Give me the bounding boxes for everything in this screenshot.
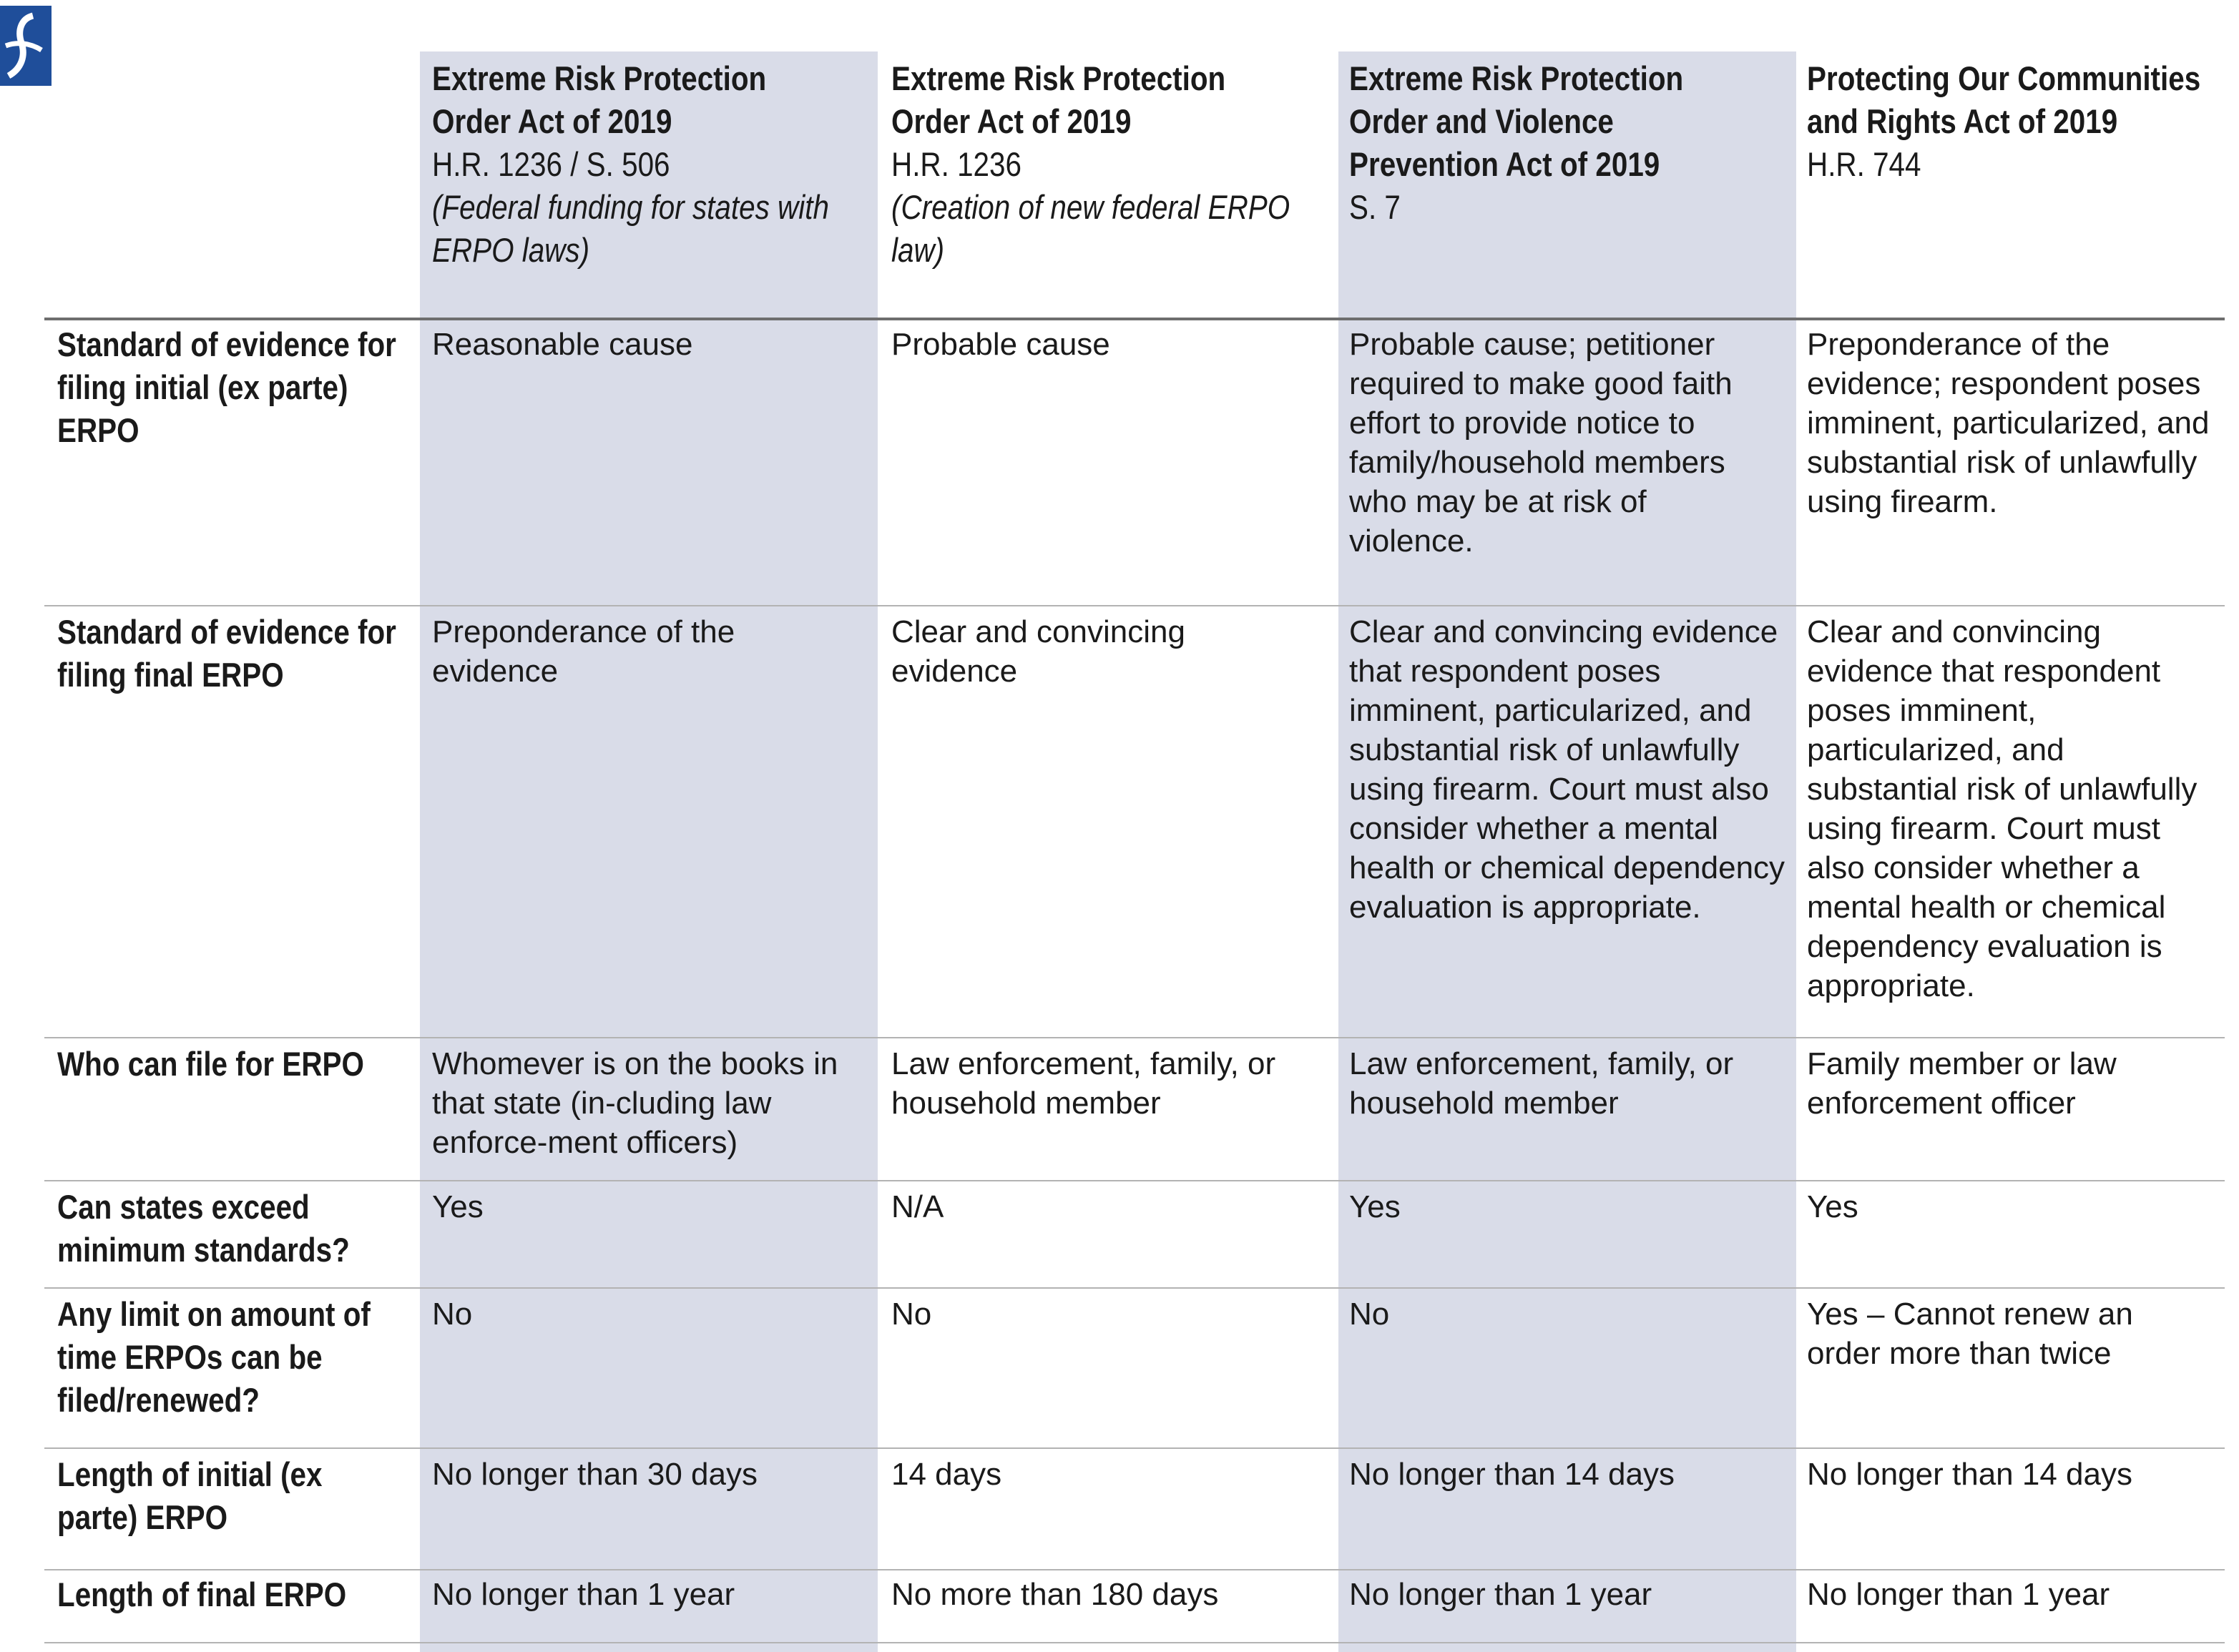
table-cell: No [432, 1297, 473, 1332]
table-bottom-rule [44, 1642, 2225, 1643]
table-cell: Clear and convincing evidence [891, 614, 1185, 689]
table-cell: Whomever is on the books in that state (in-cluding law enforce-ment officers) [432, 1046, 838, 1160]
column-shade-1 [420, 51, 878, 1652]
publisher-logo-icon [0, 6, 52, 86]
header-divider [44, 318, 2225, 320]
table-cell: Preponderance of the evidence; respondent poses imminent, particularized, and substantial risk of unlawfully using firearm. [1807, 327, 2210, 519]
column-header-1 [432, 57, 851, 272]
table-cell: No longer than 1 year [432, 1577, 735, 1612]
row-divider [44, 1287, 2225, 1289]
table-cell: Law enforcement, family, or household member [891, 1046, 1276, 1121]
row-label: Length of initial (ex parte) ERPO [57, 1455, 323, 1536]
table-cell: No longer than 30 days [432, 1457, 758, 1492]
table-cell: Yes [1349, 1189, 1401, 1224]
row-divider [44, 1569, 2225, 1570]
column-bill-number: H.R. 1236 [891, 145, 1021, 183]
row-divider [44, 1037, 2225, 1038]
column-title: Extreme Risk Protection Order and Violence Prevention Act of 2019 [1349, 59, 1684, 183]
table-cell: No more than 180 days [891, 1577, 1219, 1612]
column-bill-number: S. 7 [1349, 188, 1401, 226]
table-cell: No [891, 1297, 932, 1332]
column-header-3 [1349, 57, 1768, 229]
row-label: Any limit on amount of time ERPOs can be filed/renewed? [57, 1295, 371, 1419]
column-title: Extreme Risk Protection Order Act of 2019 [432, 59, 767, 140]
table-cell: Probable cause [891, 327, 1110, 362]
row-label: Length of final ERPO [57, 1575, 347, 1613]
row-label: Who can file for ERPO [57, 1045, 364, 1083]
table-cell: No longer than 14 days [1349, 1457, 1675, 1492]
row-divider [44, 1447, 2225, 1449]
column-title: Extreme Risk Protection Order Act of 2019 [891, 59, 1226, 140]
row-label: Can states exceed minimum standards? [57, 1188, 350, 1269]
column-title: Protecting Our Communities and Rights Act of 2019 [1807, 59, 2201, 140]
table-cell: No [1349, 1297, 1390, 1332]
table-cell: Clear and convincing evidence that respondent poses imminent, particularized, and substantial risk of unlawfully using firearm. Court must also consider whether a mental health or chemical dependency evaluation is appropriate. [1349, 614, 1785, 925]
table-cell: Yes – Cannot renew an order more than twice [1807, 1297, 2133, 1371]
table-cell: Preponderance of the evidence [432, 614, 735, 689]
table-cell: No longer than 1 year [1807, 1577, 2110, 1612]
table-cell: N/A [891, 1189, 944, 1224]
column-header-2 [891, 57, 1310, 272]
table-cell: Probable cause; petitioner required to make good faith effort to provide notice to family/household members who may be at risk of violence. [1349, 327, 1733, 559]
column-note: (Federal funding for states with ERPO laws) [432, 188, 829, 269]
column-bill-number: H.R. 744 [1807, 145, 1921, 183]
table-cell: Law enforcement, family, or household member [1349, 1046, 1734, 1121]
table-cell: Yes [432, 1189, 484, 1224]
table-cell: No longer than 1 year [1349, 1577, 1652, 1612]
table-cell: Reasonable cause [432, 327, 693, 362]
table-cell: 14 days [891, 1457, 1002, 1492]
column-note: (Creation of new federal ERPO law) [891, 188, 1290, 269]
row-divider [44, 605, 2225, 606]
row-label: Standard of evidence for filing initial (ex parte) ERPO [57, 325, 396, 449]
row-label: Standard of evidence for filing final ERPO [57, 613, 396, 694]
table-cell: Family member or law enforcement officer [1807, 1046, 2117, 1121]
table-cell: Clear and convincing evidence that respondent poses imminent, particularized, and substantial risk of unlawfully using firearm. Court must also consider whether a mental health or chemical dependency evaluation is appropriate. [1807, 614, 2198, 1003]
column-bill-number: H.R. 1236 / S. 506 [432, 145, 670, 183]
table-cell: No longer than 14 days [1807, 1457, 2132, 1492]
column-header-4 [1807, 57, 2225, 186]
row-divider [44, 1180, 2225, 1181]
table-cell: Yes [1807, 1189, 1858, 1224]
